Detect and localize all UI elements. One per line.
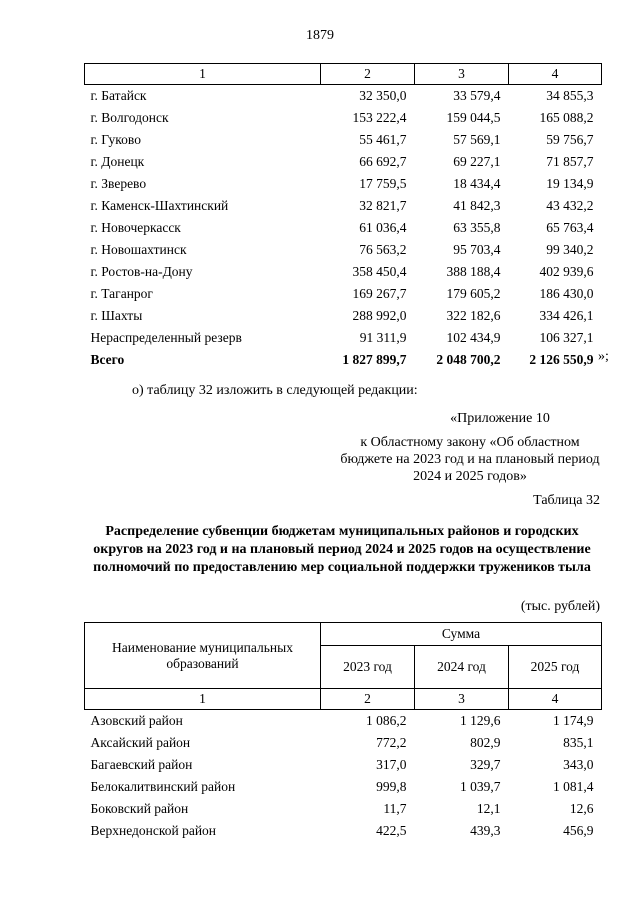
row-value: 55 461,7 (359, 132, 407, 147)
table-subventions (84, 622, 602, 842)
row-value: 1 081,4 (553, 779, 594, 794)
row-value: 772,2 (376, 735, 407, 750)
row-value: 12,6 (569, 801, 594, 816)
table-row (85, 261, 602, 283)
closing-quote: »; (598, 349, 609, 364)
row-name: Белокалитвинский район (90, 779, 236, 794)
header-year: 2024 год (415, 646, 509, 689)
row-value: 95 703,4 (453, 242, 501, 257)
table-row (85, 283, 602, 305)
header-cell: 4 (509, 64, 602, 85)
row-value: 17 759,5 (359, 176, 407, 191)
table-row (85, 107, 602, 129)
row-value: 456,9 (563, 823, 594, 838)
page-number: 1879 (306, 28, 334, 43)
row-name: Нераспределенный резерв (90, 330, 242, 345)
header-cell: 3 (415, 689, 509, 710)
row-value: 334 426,1 (539, 308, 594, 323)
table-title: Распределение субвенции бюджетам муниципальных районов и городских округов на 2023 год и на плановый период 2024 и 2025 годов на осуществление полномочий по предоставлению мер социальной поддержки тружеников тыла (93, 524, 591, 575)
appendix-title: «Приложение 10 (450, 411, 550, 426)
row-name: Аксайский район (90, 735, 191, 750)
amendment-paragraph: о) таблицу 32 изложить в следующей редакции: (132, 383, 418, 398)
header-cell: 1 (85, 689, 321, 710)
row-value: 999,8 (376, 779, 407, 794)
table-budget-cities (84, 63, 602, 371)
row-name: Верхнедонской район (90, 823, 217, 838)
row-value: 32 821,7 (359, 198, 407, 213)
appendix-subtitle: к Областному закону «Об областном бюджете на 2023 год и на плановый период 2024 и 2025 годов» (340, 435, 600, 484)
header-cell: 2 (321, 689, 415, 710)
row-name: г. Донецк (90, 154, 145, 169)
total-value: 1 827 899,7 (342, 352, 407, 367)
row-value: 59 756,7 (546, 132, 594, 147)
row-value: 329,7 (470, 757, 501, 772)
table-row (85, 732, 602, 754)
header-year: 2023 год (321, 646, 415, 689)
row-value: 99 340,2 (546, 242, 594, 257)
row-value: 61 036,4 (359, 220, 407, 235)
row-value: 179 605,2 (446, 286, 501, 301)
row-value: 1 174,9 (553, 713, 594, 728)
table-row (85, 798, 602, 820)
row-value: 835,1 (563, 735, 594, 750)
header-sum: Сумма (321, 623, 602, 646)
row-value: 12,1 (476, 801, 501, 816)
row-value: 165 088,2 (539, 110, 594, 125)
row-value: 317,0 (376, 757, 407, 772)
row-value: 11,7 (383, 801, 407, 816)
table-row (85, 820, 602, 842)
table-header-row (85, 64, 602, 85)
row-value: 288 992,0 (352, 308, 407, 323)
row-value: 66 692,7 (359, 154, 407, 169)
row-value: 402 939,6 (539, 264, 594, 279)
row-value: 422,5 (376, 823, 407, 838)
row-value: 34 855,3 (546, 88, 594, 103)
row-name: Азовский район (90, 713, 183, 728)
table-row (85, 239, 602, 261)
row-value: 159 044,5 (446, 110, 501, 125)
row-name: г. Новочеркасск (90, 220, 181, 235)
row-value: 43 432,2 (546, 198, 594, 213)
row-value: 186 430,0 (539, 286, 594, 301)
row-value: 343,0 (563, 757, 594, 772)
table-row (85, 305, 602, 327)
total-label: Всего (90, 352, 125, 367)
header-name: Наименование муниципальных образований (85, 623, 321, 689)
row-value: 41 842,3 (453, 198, 501, 213)
header-cell: 4 (509, 689, 602, 710)
table-header-row (85, 623, 602, 646)
row-value: 19 134,9 (546, 176, 594, 191)
total-value: 2 126 550,9 (529, 352, 594, 367)
table-number: Таблица 32 (533, 493, 600, 508)
row-value: 65 763,4 (546, 220, 594, 235)
table-row (85, 173, 602, 195)
units-label: (тыс. рублей) (520, 599, 600, 614)
row-value: 33 579,4 (453, 88, 501, 103)
table-row (85, 327, 602, 349)
total-value: 2 048 700,2 (436, 352, 501, 367)
row-name: г. Волгодонск (90, 110, 169, 125)
row-name: г. Каменск-Шахтинский (90, 198, 229, 213)
row-name: г. Новошахтинск (90, 242, 187, 257)
table-row (85, 85, 602, 108)
row-value: 1 129,6 (460, 713, 501, 728)
header-cell: 1 (85, 64, 321, 85)
row-value: 106 327,1 (539, 330, 594, 345)
header-cell: 2 (321, 64, 415, 85)
row-name: г. Зверево (90, 176, 147, 191)
row-value: 76 563,2 (359, 242, 407, 257)
table-row (85, 754, 602, 776)
row-name: Боковский район (90, 801, 189, 816)
row-value: 439,3 (470, 823, 501, 838)
total-row (85, 349, 602, 371)
row-value: 358 450,4 (352, 264, 407, 279)
table-row (85, 195, 602, 217)
row-name: г. Таганрог (90, 286, 153, 301)
row-value: 71 857,7 (546, 154, 594, 169)
row-value: 69 227,1 (453, 154, 501, 169)
row-value: 63 355,8 (453, 220, 501, 235)
row-value: 18 434,4 (453, 176, 501, 191)
row-value: 32 350,0 (359, 88, 407, 103)
header-year: 2025 год (509, 646, 602, 689)
row-value: 1 086,2 (366, 713, 407, 728)
table-row (85, 129, 602, 151)
row-value: 91 311,9 (359, 330, 407, 345)
row-name: г. Ростов-на-Дону (90, 264, 193, 279)
table-row (85, 217, 602, 239)
row-value: 102 434,9 (446, 330, 501, 345)
table-row (85, 710, 602, 733)
row-value: 153 222,4 (352, 110, 407, 125)
table-row (85, 776, 602, 798)
row-value: 322 182,6 (446, 308, 501, 323)
row-value: 57 569,1 (453, 132, 501, 147)
table-row (85, 151, 602, 173)
row-value: 802,9 (470, 735, 501, 750)
row-name: г. Батайск (90, 88, 147, 103)
row-value: 1 039,7 (460, 779, 501, 794)
row-value: 388 188,4 (446, 264, 501, 279)
row-value: 169 267,7 (352, 286, 407, 301)
row-name: г. Шахты (90, 308, 143, 323)
row-name: Багаевский район (90, 757, 193, 772)
table-number-row (85, 689, 602, 710)
header-cell: 3 (415, 64, 509, 85)
row-name: г. Гуково (90, 132, 141, 147)
